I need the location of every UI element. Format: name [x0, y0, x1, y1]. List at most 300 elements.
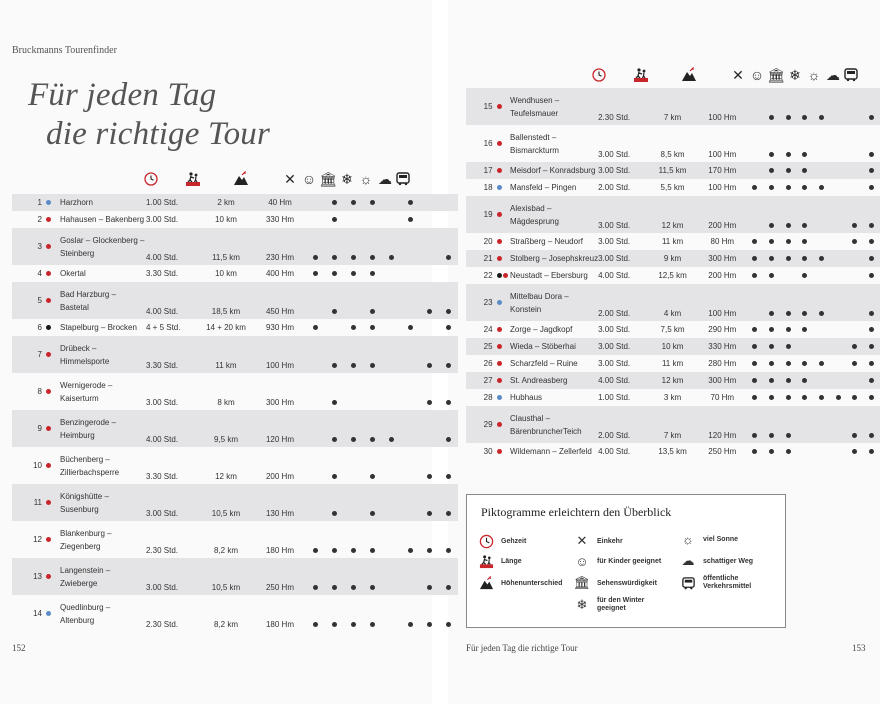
feature-cell: [863, 162, 880, 179]
difficulty-marker: [497, 196, 511, 233]
bus-icon: [394, 170, 412, 188]
feature-cell: [796, 389, 813, 406]
feature-dot: [351, 325, 356, 330]
tour-name-line: Hahausen – Bakenberg: [60, 215, 145, 224]
tour-number: 25: [466, 338, 497, 355]
feature-cell: [420, 194, 439, 211]
tour-duration: 3.00 Std.: [146, 398, 179, 407]
feature-cell: [763, 233, 780, 250]
feature-dot: [819, 361, 824, 366]
feature-cell: [420, 228, 439, 265]
feature-dot: [769, 395, 774, 400]
feature-cell: [306, 447, 325, 484]
tour-name: [510, 250, 598, 267]
feature-cell: [420, 447, 439, 484]
tour-number: 15: [466, 88, 497, 125]
tour-distance: 8,5 km: [660, 150, 685, 159]
feature-dot: [802, 168, 807, 173]
tour-elevation: 450 Hm: [254, 282, 306, 319]
feature-cell: [344, 282, 363, 319]
difficulty-marker: [46, 282, 60, 319]
feature-dot: [351, 622, 356, 627]
tour-name: [60, 194, 146, 211]
feature-dot: [752, 395, 757, 400]
feature-cell: [796, 162, 813, 179]
feature-cell: [830, 196, 847, 233]
feature-cell: [830, 88, 847, 125]
tour-table-right: [466, 88, 880, 460]
snowflake-icon: ❄: [341, 170, 353, 187]
feature-cell: [863, 389, 880, 406]
feature-cell: [401, 595, 420, 632]
feature-cell: [846, 284, 863, 321]
tour-name-line: Okertal: [60, 269, 86, 278]
difficulty-marker: [46, 595, 60, 632]
tour-elevation: 100 Hm: [254, 336, 306, 373]
feature-dot: [752, 361, 757, 366]
feature-cell: [846, 406, 863, 443]
feature-dot: [836, 395, 841, 400]
feature-cell: [382, 265, 401, 282]
tour-number: 22: [483, 271, 493, 280]
tour-name: [60, 484, 146, 521]
feature-cell: [746, 162, 763, 179]
feature-dot: [332, 309, 337, 314]
tour-distance: 7,5 km: [660, 325, 685, 334]
feature-dot: [332, 271, 337, 276]
feature-dot: [786, 449, 791, 454]
tour-distance: 12,5 km: [658, 271, 687, 280]
feature-cell: [863, 125, 880, 162]
feature-cell: [306, 282, 325, 319]
feature-cell: [813, 355, 830, 372]
feature-dot: [869, 115, 874, 120]
tour-name-line: Teufelsmauer: [510, 108, 559, 118]
tour-name-line: Kaiserturm: [60, 393, 99, 403]
feature-cell: [863, 338, 880, 355]
feature-dot: [313, 622, 318, 627]
feature-dot: [408, 548, 413, 553]
legend-laenge: Länge: [477, 553, 522, 569]
feature-dot: [852, 223, 857, 228]
feature-cell: [401, 521, 420, 558]
tour-duration: 4.00 Std.: [598, 447, 631, 456]
feature-cell: [763, 321, 780, 338]
feature-dot: [427, 474, 432, 479]
tour-name-line: Goslar – Glockenberg –: [60, 235, 145, 245]
feature-dot: [869, 344, 874, 349]
feature-cell: [344, 595, 363, 632]
feature-cell: [763, 406, 780, 443]
feature-dot: [786, 168, 791, 173]
tour-name: [60, 211, 146, 228]
tour-duration: 2.30 Std.: [146, 546, 179, 555]
tour-name: [60, 228, 146, 265]
tour-elevation: 200 Hm: [698, 196, 746, 233]
feature-dot: [370, 309, 375, 314]
legend-einkehr: ✕ Einkehr: [573, 533, 623, 549]
tour-distance: 12 km: [647, 196, 698, 233]
feature-cell: [780, 443, 797, 460]
feature-dot: [313, 271, 318, 276]
feature-dot: [427, 309, 432, 314]
feature-dot: [351, 271, 356, 276]
feature-cell: [306, 558, 325, 595]
tour-duration: 4.00 Std.: [146, 282, 198, 319]
running-head: Bruckmanns Tourenfinder: [12, 45, 117, 56]
tour-row: [12, 558, 458, 595]
feature-dot: [332, 622, 337, 627]
feature-cell: [420, 282, 439, 319]
feature-cell: [439, 447, 458, 484]
difficulty-marker: [497, 233, 511, 250]
feature-cell: [344, 447, 363, 484]
tour-distance: 11 km: [661, 237, 684, 246]
feature-cell: [830, 321, 847, 338]
feature-cell: [813, 162, 830, 179]
feature-cell: [780, 179, 797, 196]
feature-cell: [863, 88, 880, 125]
tour-name-line: Zillierbachsperre: [60, 467, 120, 477]
tour-name: [510, 338, 598, 355]
tour-number: 23: [466, 284, 497, 321]
feature-cell: [325, 410, 344, 447]
difficulty-marker: [497, 443, 511, 460]
tour-row: [12, 410, 458, 447]
tour-elevation: 290 Hm: [708, 325, 737, 334]
tour-name-line: Clausthal –: [510, 413, 551, 423]
tour-distance: 7 km: [647, 88, 698, 125]
feature-cell: [746, 338, 763, 355]
feature-cell: [846, 372, 863, 389]
feature-cell: [363, 447, 382, 484]
feature-cell: [306, 410, 325, 447]
tour-duration: 4.00 Std.: [598, 271, 631, 280]
tour-number: 26: [483, 359, 493, 368]
feature-dot: [819, 311, 824, 316]
hiker-icon: [184, 170, 202, 188]
tour-duration: 3.00 Std.: [598, 250, 647, 267]
feature-dot: [752, 256, 757, 261]
feature-dot: [752, 239, 757, 244]
tour-name-line: Mägdesprung: [510, 216, 559, 226]
feature-cell: [846, 162, 863, 179]
feature-cell: [796, 284, 813, 321]
tour-number: 14: [33, 609, 42, 618]
feature-dot: [427, 400, 432, 405]
tour-name-line: Altenburg: [60, 615, 95, 625]
tour-name-line: Bad Harzburg –: [60, 289, 117, 299]
tour-name-line: Büchenberg –: [60, 454, 110, 464]
feature-cell: [846, 321, 863, 338]
tour-distance: 8 km: [217, 398, 235, 407]
page-number-right: 153: [852, 643, 866, 653]
feature-dot: [769, 223, 774, 228]
tour-row: [466, 389, 880, 406]
tour-number: 12: [33, 535, 42, 544]
feature-cell: [813, 443, 830, 460]
feature-cell: [796, 250, 813, 267]
feature-cell: [344, 558, 363, 595]
feature-cell: [401, 336, 420, 373]
difficulty-marker: [497, 179, 511, 196]
feature-cell: [401, 211, 420, 228]
feature-cell: [401, 319, 420, 336]
tour-name: [510, 389, 598, 406]
tour-name-line: Mansfeld – Pingen: [510, 183, 577, 192]
tour-name-line: Himmelsporte: [60, 356, 110, 366]
clock-icon: [590, 66, 608, 84]
feature-dot: [332, 474, 337, 479]
tour-elevation: 200 Hm: [708, 271, 737, 280]
tour-duration: 3.00 Std.: [598, 162, 647, 179]
tour-elevation: 40 Hm: [254, 194, 306, 211]
tour-row: [12, 194, 458, 211]
feature-dot: [427, 511, 432, 516]
feature-cell: [846, 267, 863, 284]
tour-elevation: 200 Hm: [265, 472, 294, 481]
tour-duration: 2.00 Std.: [598, 284, 647, 321]
hiker-icon: [477, 553, 495, 569]
feature-cell: [830, 372, 847, 389]
tour-duration: 3.00 Std.: [598, 150, 631, 159]
feature-cell: [439, 319, 458, 336]
feature-dot: [786, 239, 791, 244]
feature-cell: [325, 521, 344, 558]
feature-cell: [763, 179, 780, 196]
feature-cell: [796, 406, 813, 443]
feature-cell: [830, 338, 847, 355]
tour-distance: 18,5 km: [198, 282, 254, 319]
tour-name-line: Hubhaus: [510, 393, 543, 402]
tour-number: 17: [466, 162, 497, 179]
feature-cell: [344, 228, 363, 265]
feature-dot: [332, 437, 337, 442]
tour-name-line: Wildemann – Zellerfeld: [510, 447, 592, 456]
feature-dot: [351, 363, 356, 368]
tour-duration: 2.30 Std.: [146, 620, 179, 629]
feature-cell: [746, 443, 763, 460]
difficulty-marker: [497, 338, 511, 355]
tour-duration: 3.00 Std.: [598, 237, 631, 246]
feature-dot: [852, 344, 857, 349]
feature-cell: [382, 595, 401, 632]
sun-icon: ☼: [682, 531, 694, 547]
tour-duration: 1.00 Std.: [598, 393, 631, 402]
feature-cell: [780, 338, 797, 355]
feature-cell: [382, 282, 401, 319]
pictogram-legend: [466, 494, 786, 628]
feature-dot: [752, 273, 757, 278]
landmark-icon: 🏛: [767, 66, 785, 83]
feature-cell: [846, 196, 863, 233]
shade-tree-icon: ☁: [826, 66, 840, 83]
tour-row: [466, 355, 880, 372]
tour-distance: 4 km: [647, 284, 698, 321]
feature-cell: [863, 355, 880, 372]
feature-cell: [746, 125, 763, 162]
tour-duration: 3.30 Std.: [146, 269, 179, 278]
tour-name: [60, 410, 146, 447]
tour-distance: 11,5 km: [647, 162, 698, 179]
feature-dot: [752, 327, 757, 332]
feature-cell: [363, 194, 382, 211]
legend-sehens: 🏛 Sehenswürdigkeit: [573, 575, 657, 590]
feature-cell: [796, 179, 813, 196]
feature-dot: [313, 255, 318, 260]
feature-dot: [752, 433, 757, 438]
feature-dot: [332, 255, 337, 260]
tour-number: 10: [33, 461, 42, 470]
restaurant-icon: ✕: [284, 170, 296, 187]
feature-dot: [819, 256, 824, 261]
feature-cell: [344, 319, 363, 336]
landmark-icon: 🏛: [573, 575, 591, 590]
feature-cell: [780, 250, 797, 267]
feature-dot: [446, 363, 451, 368]
tour-name: [60, 558, 146, 595]
feature-dot: [786, 344, 791, 349]
feature-cell: [363, 336, 382, 373]
feature-cell: [306, 373, 325, 410]
feature-dot: [819, 115, 824, 120]
feature-cell: [439, 521, 458, 558]
feature-cell: [863, 321, 880, 338]
tour-name: [510, 321, 598, 338]
tour-row: [12, 373, 458, 410]
page-title: [28, 76, 270, 154]
feature-cell: [813, 372, 830, 389]
feature-dot: [332, 363, 337, 368]
difficulty-marker: [46, 447, 60, 484]
tour-name-line: BärenbruncherTeich: [510, 426, 582, 436]
feature-dot: [408, 622, 413, 627]
difficulty-marker: [46, 558, 60, 595]
feature-dot: [786, 378, 791, 383]
tour-distance: 14 + 20 km: [206, 323, 246, 332]
tour-name-line: Wieda – Stöberhai: [510, 342, 576, 351]
feature-cell: [363, 373, 382, 410]
tour-duration: 4.00 Std.: [146, 228, 198, 265]
feature-dot: [427, 363, 432, 368]
tour-name: [510, 88, 598, 125]
feature-cell: [363, 595, 382, 632]
feature-dot: [786, 152, 791, 157]
difficulty-marker: [46, 319, 60, 336]
feature-cell: [306, 319, 325, 336]
feature-cell: [420, 336, 439, 373]
feature-dot: [370, 548, 375, 553]
tour-distance: 7 km: [647, 406, 698, 443]
difficulty-marker: [46, 211, 60, 228]
tour-duration: 3.00 Std.: [598, 196, 647, 233]
feature-dot: [769, 361, 774, 366]
feature-dot: [786, 395, 791, 400]
feature-cell: [344, 336, 363, 373]
feature-cell: [796, 321, 813, 338]
feature-cell: [780, 372, 797, 389]
sun-icon: ☼: [807, 67, 821, 83]
feature-dot: [313, 548, 318, 553]
feature-dot: [351, 585, 356, 590]
feature-dot: [370, 363, 375, 368]
feature-dot: [869, 185, 874, 190]
icon-header-right: [448, 66, 880, 88]
feature-cell: [344, 265, 363, 282]
feature-cell: [325, 595, 344, 632]
feature-cell: [325, 228, 344, 265]
tour-row: [466, 125, 880, 162]
feature-dot: [370, 255, 375, 260]
tour-row: [12, 521, 458, 558]
tour-duration: 4.00 Std.: [146, 410, 198, 447]
feature-dot: [869, 273, 874, 278]
tour-number: 24: [483, 325, 493, 334]
snowflake-icon: ❄: [789, 66, 801, 83]
feature-cell: [439, 194, 458, 211]
feature-dot: [313, 585, 318, 590]
feature-cell: [830, 389, 847, 406]
feature-cell: [325, 265, 344, 282]
feature-dot: [786, 115, 791, 120]
tour-number: 30: [483, 447, 493, 456]
tour-distance: 10,5 km: [198, 558, 254, 595]
tour-number: 9: [12, 410, 46, 447]
restaurant-icon: ✕: [732, 66, 744, 83]
feature-cell: [863, 443, 880, 460]
tour-number: 7: [12, 336, 46, 373]
feature-cell: [363, 521, 382, 558]
feature-cell: [401, 265, 420, 282]
feature-cell: [306, 228, 325, 265]
feature-dot: [769, 168, 774, 173]
feature-dot: [769, 115, 774, 120]
feature-cell: [363, 484, 382, 521]
feature-dot: [769, 256, 774, 261]
feature-cell: [382, 373, 401, 410]
tour-name: [510, 196, 598, 233]
tour-elevation: 930 Hm: [265, 323, 294, 332]
feature-cell: [763, 284, 780, 321]
feature-dot: [769, 344, 774, 349]
feature-dot: [370, 622, 375, 627]
difficulty-marker: [497, 284, 511, 321]
tour-name-line: Bismarckturm: [510, 145, 559, 155]
feature-dot: [869, 361, 874, 366]
tour-duration: 2.30 Std.: [598, 88, 647, 125]
feature-cell: [306, 484, 325, 521]
feature-dot: [408, 325, 413, 330]
feature-cell: [420, 521, 439, 558]
feature-cell: [846, 338, 863, 355]
legend-title: Piktogramme erleichtern den Überblick: [481, 505, 672, 519]
tour-number: 19: [466, 196, 497, 233]
feature-cell: [863, 284, 880, 321]
tour-number: 20: [483, 237, 493, 246]
tour-distance: 2 km: [198, 194, 254, 211]
feature-cell: [763, 196, 780, 233]
feature-cell: [401, 447, 420, 484]
difficulty-marker: [497, 321, 511, 338]
feature-cell: [344, 410, 363, 447]
feature-cell: [830, 443, 847, 460]
feature-cell: [382, 521, 401, 558]
feature-cell: [363, 265, 382, 282]
legend-schatten: ☁ schattiger Weg: [679, 553, 753, 569]
difficulty-marker: [497, 162, 511, 179]
feature-cell: [420, 484, 439, 521]
feature-cell: [780, 321, 797, 338]
